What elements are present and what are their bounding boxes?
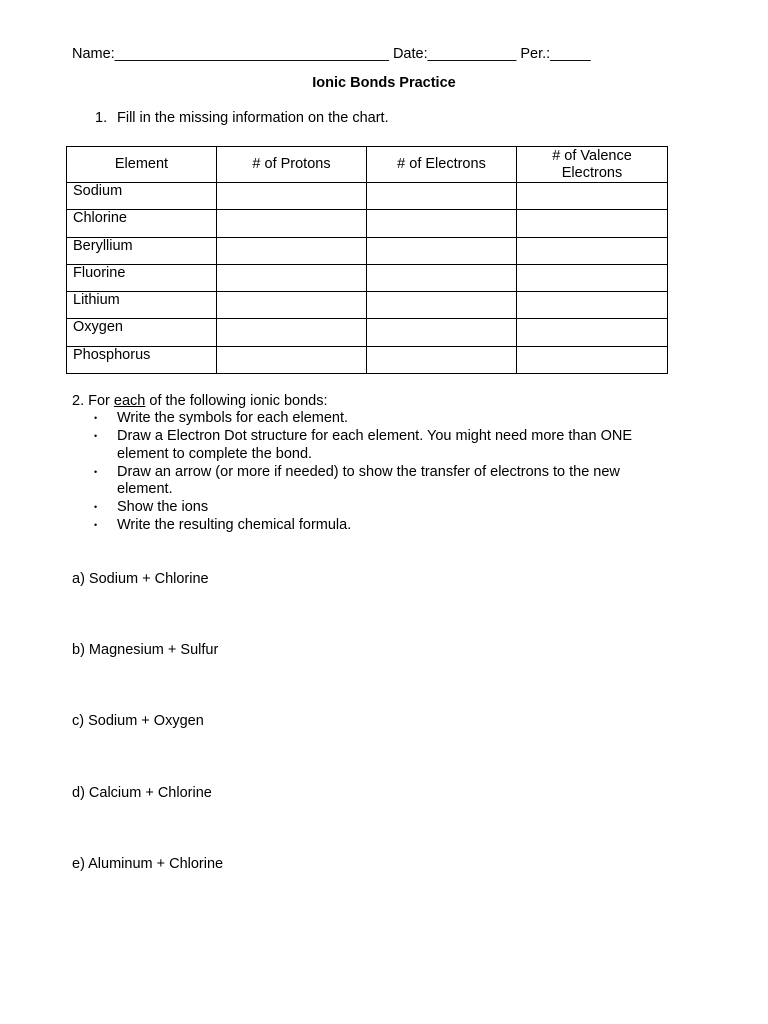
table-row: [67, 237, 668, 264]
date-blank[interactable]: ___________: [427, 46, 517, 62]
electrons-cell[interactable]: [367, 292, 517, 319]
list-item: [72, 464, 672, 499]
period-label: Per.:: [520, 46, 551, 62]
protons-cell[interactable]: [217, 346, 367, 373]
bullet-icon: •: [94, 431, 98, 441]
electrons-cell[interactable]: [367, 183, 517, 210]
valence-cell[interactable]: [517, 264, 668, 291]
element-chart: [66, 146, 668, 374]
valence-cell[interactable]: [517, 346, 668, 373]
period-blank[interactable]: _____: [550, 46, 591, 62]
element-cell: Oxygen: [67, 319, 217, 346]
bullet-icon: •: [94, 413, 98, 423]
part-d: d) Calcium + Chlorine: [72, 785, 212, 801]
part-c: c) Sodium + Oxygen: [72, 713, 204, 729]
part-b: b) Magnesium + Sulfur: [72, 642, 219, 658]
chart-header-row: [67, 147, 668, 183]
table-row: [67, 264, 668, 291]
protons-cell[interactable]: [217, 183, 367, 210]
electrons-cell[interactable]: [367, 319, 517, 346]
protons-cell[interactable]: [217, 319, 367, 346]
column-header-electrons: # of Electrons: [367, 147, 517, 183]
part-e: e) Aluminum + Chlorine: [72, 856, 224, 872]
page-title: Ionic Bonds Practice: [312, 75, 456, 91]
protons-cell[interactable]: [217, 264, 367, 291]
column-header-protons: # of Protons: [217, 147, 367, 183]
question-1-text: Fill in the missing information on the chart.: [117, 110, 389, 126]
valence-cell[interactable]: [517, 210, 668, 237]
table-row: [67, 292, 668, 319]
question-2-emphasis: each: [113, 393, 146, 409]
column-header-valence-line-1: # of Valence: [552, 147, 632, 164]
electrons-cell[interactable]: [367, 264, 517, 291]
valence-cell[interactable]: [517, 292, 668, 319]
protons-cell[interactable]: [217, 237, 367, 264]
question-2: [72, 393, 672, 411]
step-text: Draw an arrow (or more if needed) to show the transfer of electrons to the new element.: [117, 463, 620, 497]
element-cell: Beryllium: [67, 237, 217, 264]
column-header-element: Element: [67, 147, 217, 183]
electrons-cell[interactable]: [367, 237, 517, 264]
element-cell: Chlorine: [67, 210, 217, 237]
electrons-cell[interactable]: [367, 346, 517, 373]
table-row: [67, 319, 668, 346]
step-text: Draw a Electron Dot structure for each element. You might need more than ONE element to complete the bond.: [117, 428, 633, 462]
electrons-cell[interactable]: [367, 210, 517, 237]
table-row: [67, 210, 668, 237]
student-info-line: [72, 46, 591, 62]
column-header-valence: [517, 147, 668, 183]
step-text: Write the resulting chemical formula.: [117, 517, 352, 533]
bullet-icon: •: [94, 520, 98, 530]
question-2-prefix: 2. For: [72, 393, 114, 409]
valence-cell[interactable]: [517, 183, 668, 210]
element-cell: Lithium: [67, 292, 217, 319]
name-label: Name:: [72, 46, 115, 62]
protons-cell[interactable]: [217, 292, 367, 319]
table-row: [67, 183, 668, 210]
protons-cell[interactable]: [217, 210, 367, 237]
list-item: [72, 410, 672, 428]
question-2-suffix: of the following ionic bonds:: [145, 393, 328, 409]
question-1: [95, 110, 389, 126]
bullet-icon: •: [94, 466, 98, 477]
question-1-number: 1.: [95, 110, 108, 126]
valence-cell[interactable]: [517, 237, 668, 264]
list-item: [72, 517, 672, 535]
bullet-icon: •: [94, 502, 98, 512]
element-cell: Phosphorus: [67, 346, 217, 373]
step-text: Show the ions: [117, 499, 209, 515]
list-item: [72, 499, 672, 517]
element-cell: Fluorine: [67, 264, 217, 291]
table-row: [67, 346, 668, 373]
question-2-steps: [72, 410, 672, 535]
date-label: Date:: [392, 46, 428, 62]
list-item: [72, 428, 672, 463]
element-cell: Sodium: [67, 183, 217, 210]
valence-cell[interactable]: [517, 319, 668, 346]
name-blank[interactable]: __________________________________: [114, 46, 389, 62]
column-header-valence-line-2: Electrons: [561, 164, 623, 181]
part-a: a) Sodium + Chlorine: [72, 571, 209, 587]
step-text: Write the symbols for each element.: [117, 410, 349, 426]
